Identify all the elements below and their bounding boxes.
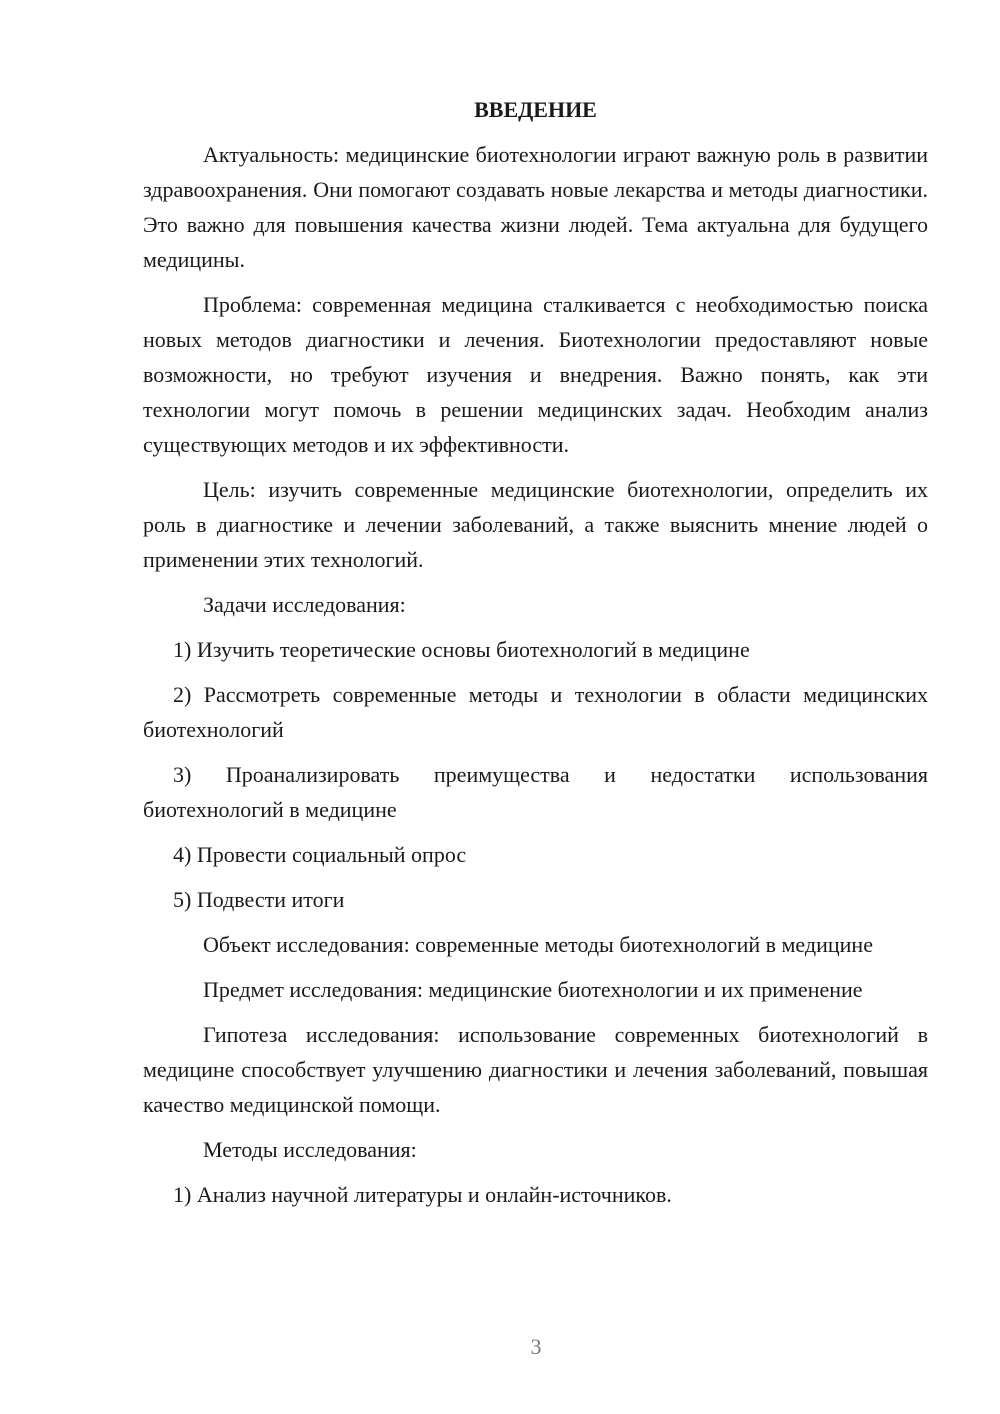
page-title: ВВЕДЕНИЕ [474, 97, 597, 122]
subject-paragraph: Предмет исследования: медицинские биотехнологии и их применение [203, 977, 863, 1002]
goal-paragraph: Цель: изучить современные медицинские биотехнологии, определить их роль в диагностике и лечении заболеваний, а также выяснить мнение людей о применении этих технологий. [143, 477, 928, 572]
task-item-2: 2) Рассмотреть современные методы и технологии в области медицинских биотехнологий [143, 682, 928, 742]
object-paragraph: Объект исследования: современные методы биотехнологий в медицине [203, 932, 873, 957]
relevance-paragraph: Актуальность: медицинские биотехнологии играют важную роль в развитии здравоохранения. Они помогают создавать новые лекарства и методы диагностики. Это важно для повышения качества жизни людей. Тема актуальна для будущего медицины. [143, 142, 928, 272]
task-item-5: 5) Подвести итоги [173, 887, 345, 912]
task-item-4: 4) Провести социальный опрос [173, 842, 467, 867]
methods-heading: Методы исследования: [203, 1137, 417, 1162]
task-item-1: 1) Изучить теоретические основы биотехнологий в медицине [173, 637, 750, 662]
problem-paragraph: Проблема: современная медицина сталкивается с необходимостью поиска новых методов диагностики и лечения. Биотехнологии предоставляют новые возможности, но требуют изучения и внедрения. Важно понять, как эти технологии могут помочь в решении медицинских задач. Необходим анализ существующих методов и их эффективности. [143, 292, 928, 457]
task-item-3: 3) Проанализировать преимущества и недостатки использования биотехнологий в медицине [143, 762, 928, 822]
method-item-1: 1) Анализ научной литературы и онлайн-источников. [173, 1182, 672, 1207]
hypothesis-paragraph: Гипотеза исследования: использование современных биотехнологий в медицине способствует улучшению диагностики и лечения заболеваний, повышая качество медицинской помощи. [143, 1022, 928, 1117]
tasks-heading: Задачи исследования: [203, 592, 406, 617]
page-content [143, 95, 928, 1222]
page-number: 3 [530, 1334, 542, 1359]
